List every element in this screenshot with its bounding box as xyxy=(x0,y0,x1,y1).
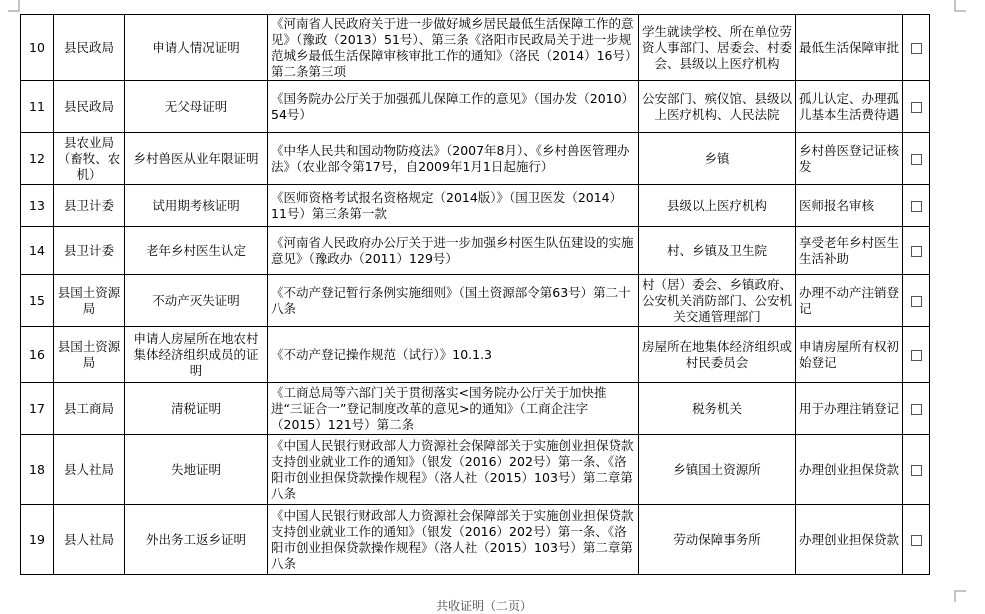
certificate-name-cell: 乡村兽医从业年限证明 xyxy=(125,133,268,185)
page-footer-fragment: 共收证明（二页） xyxy=(436,599,533,613)
issuing-authority-cell: 劳动保障事务所 xyxy=(639,505,796,575)
purpose-cell: 办理创业担保贷款 xyxy=(796,435,903,505)
checkbox-cell xyxy=(903,133,930,185)
table-row xyxy=(21,227,930,275)
issuing-authority-cell: 乡镇 xyxy=(639,133,796,185)
crop-mark-top-left xyxy=(8,0,20,12)
crop-mark-top-right xyxy=(954,0,966,12)
legal-basis-cell: 《医师资格考试报名资格规定（2014版）》（国卫医发（2014）11号）第三条第一款 xyxy=(268,185,639,227)
certificate-name-cell: 老年乡村医生认定 xyxy=(125,227,268,275)
purpose-cell: 乡村兽医登记证核发 xyxy=(796,133,903,185)
checkbox[interactable] xyxy=(911,246,922,257)
legal-basis-cell: 《工商总局等六部门关于贯彻落实<国务院办公厅关于加快推进“三证合一”登记制度改革的意见>的通知》（工商企注字（2015）121号）第二条 xyxy=(268,383,639,435)
purpose-cell: 享受老年乡村医生生活补助 xyxy=(796,227,903,275)
row-number: 18 xyxy=(21,435,54,505)
issuing-authority-cell: 县级以上医疗机构 xyxy=(639,185,796,227)
checkbox[interactable] xyxy=(911,535,922,546)
legal-basis-cell: 《中国人民银行财政部人力资源社会保障部关于实施创业担保贷款支持创业就业工作的通知》（银发（2016）202号）第一条、《洛阳市创业担保贷款操作规程》（洛人社（2015）103号）第二章第八条 xyxy=(268,505,639,575)
department-cell: 县人社局 xyxy=(54,435,125,505)
checkbox-cell xyxy=(903,185,930,227)
checkbox[interactable] xyxy=(911,404,922,415)
row-number: 15 xyxy=(21,275,54,327)
certificate-name-cell: 申请人情况证明 xyxy=(125,15,268,81)
legal-basis-cell: 《不动产登记操作规范（试行）》10.1.3 xyxy=(268,327,639,383)
issuing-authority-cell: 公安部门、殡仪馆、县级以上医疗机构、人民法院 xyxy=(639,81,796,133)
table-row xyxy=(21,327,930,383)
checkbox[interactable] xyxy=(911,43,922,54)
purpose-cell: 孤儿认定、办理孤儿基本生活费待遇 xyxy=(796,81,903,133)
certificate-name-cell: 不动产灭失证明 xyxy=(125,275,268,327)
legal-basis-cell: 《中国人民银行财政部人力资源社会保障部关于实施创业担保贷款支持创业就业工作的通知》（银发（2016）202号）第一条、《洛阳市创业担保贷款操作规程》（洛人社（2015）103号）第二章第八条 xyxy=(268,435,639,505)
checkbox[interactable] xyxy=(911,465,922,476)
legal-basis-cell: 《河南省人民政府关于进一步做好城乡居民最低生活保障工作的意见》（豫政（2013）51号）、第三条《洛阳市民政局关于进一步规范城乡最低生活保障审核审批工作的通知》（洛民（2014）16号）第二条第三项 xyxy=(268,15,639,81)
certificate-name-cell: 申请人房屋所在地农村集体经济组织成员的证明 xyxy=(125,327,268,383)
department-cell: 县民政局 xyxy=(54,15,125,81)
checkbox-cell xyxy=(903,275,930,327)
legal-basis-cell: 《国务院办公厅关于加强孤儿保障工作的意见》（国办发（2010）54号） xyxy=(268,81,639,133)
table-row xyxy=(21,15,930,81)
issuing-authority-cell: 税务机关 xyxy=(639,383,796,435)
issuing-authority-cell: 房屋所在地集体经济组织或村民委员会 xyxy=(639,327,796,383)
purpose-cell: 用于办理注销登记 xyxy=(796,383,903,435)
row-number: 19 xyxy=(21,505,54,575)
department-cell: 县民政局 xyxy=(54,81,125,133)
issuing-authority-cell: 学生就读学校、所在单位劳资人事部门、居委会、村委会、县级以上医疗机构 xyxy=(639,15,796,81)
checkbox-cell xyxy=(903,383,930,435)
purpose-cell: 医师报名审核 xyxy=(796,185,903,227)
table-row xyxy=(21,435,930,505)
table-row xyxy=(21,133,930,185)
checkbox-cell xyxy=(903,327,930,383)
table-row xyxy=(21,383,930,435)
row-number: 12 xyxy=(21,133,54,185)
checkbox[interactable] xyxy=(911,296,922,307)
checkbox[interactable] xyxy=(911,350,922,361)
issuing-authority-cell: 乡镇国土资源所 xyxy=(639,435,796,505)
issuing-authority-cell: 村、乡镇及卫生院 xyxy=(639,227,796,275)
department-cell: 县卫计委 xyxy=(54,227,125,275)
table-row xyxy=(21,81,930,133)
certificate-name-cell: 无父母证明 xyxy=(125,81,268,133)
department-cell: 县人社局 xyxy=(54,505,125,575)
department-cell: 县国土资源局 xyxy=(54,275,125,327)
legal-basis-cell: 《河南省人民政府办公厅关于进一步加强乡村医生队伍建设的实施意见》（豫政办（2011）129号） xyxy=(268,227,639,275)
legal-basis-cell: 《不动产登记暂行条例实施细则》（国土资源部令第63号）第二十八条 xyxy=(268,275,639,327)
purpose-cell: 最低生活保障审批 xyxy=(796,15,903,81)
certificate-name-cell: 清税证明 xyxy=(125,383,268,435)
table-row xyxy=(21,505,930,575)
checkbox-cell xyxy=(903,81,930,133)
table-row xyxy=(21,275,930,327)
certificate-name-cell: 试用期考核证明 xyxy=(125,185,268,227)
row-number: 17 xyxy=(21,383,54,435)
checkbox-cell xyxy=(903,227,930,275)
checkbox[interactable] xyxy=(911,154,922,165)
row-number: 10 xyxy=(21,15,54,81)
row-number: 11 xyxy=(21,81,54,133)
checkbox[interactable] xyxy=(911,102,922,113)
row-number: 16 xyxy=(21,327,54,383)
crop-mark-bottom-right xyxy=(954,590,966,602)
certificate-name-cell: 外出务工返乡证明 xyxy=(125,505,268,575)
table-row xyxy=(21,185,930,227)
purpose-cell: 申请房屋所有权初始登记 xyxy=(796,327,903,383)
certificate-table xyxy=(20,14,930,575)
checkbox-cell xyxy=(903,15,930,81)
checkbox-cell xyxy=(903,505,930,575)
legal-basis-cell: 《中华人民共和国动物防疫法》（2007年8月）、《乡村兽医管理办法》（农业部令第17号，自2009年1月1日起施行） xyxy=(268,133,639,185)
row-number: 13 xyxy=(21,185,54,227)
department-cell: 县工商局 xyxy=(54,383,125,435)
department-cell: 县国土资源局 xyxy=(54,327,125,383)
checkbox[interactable] xyxy=(911,201,922,212)
department-cell: 县卫计委 xyxy=(54,185,125,227)
purpose-cell: 办理不动产注销登记 xyxy=(796,275,903,327)
checkbox-cell xyxy=(903,435,930,505)
row-number: 14 xyxy=(21,227,54,275)
certificate-name-cell: 失地证明 xyxy=(125,435,268,505)
department-cell: 县农业局（畜牧、农机） xyxy=(54,133,125,185)
purpose-cell: 办理创业担保贷款 xyxy=(796,505,903,575)
issuing-authority-cell: 村（居）委会、乡镇政府、公安机关消防部门、公安机关交通管理部门 xyxy=(639,275,796,327)
